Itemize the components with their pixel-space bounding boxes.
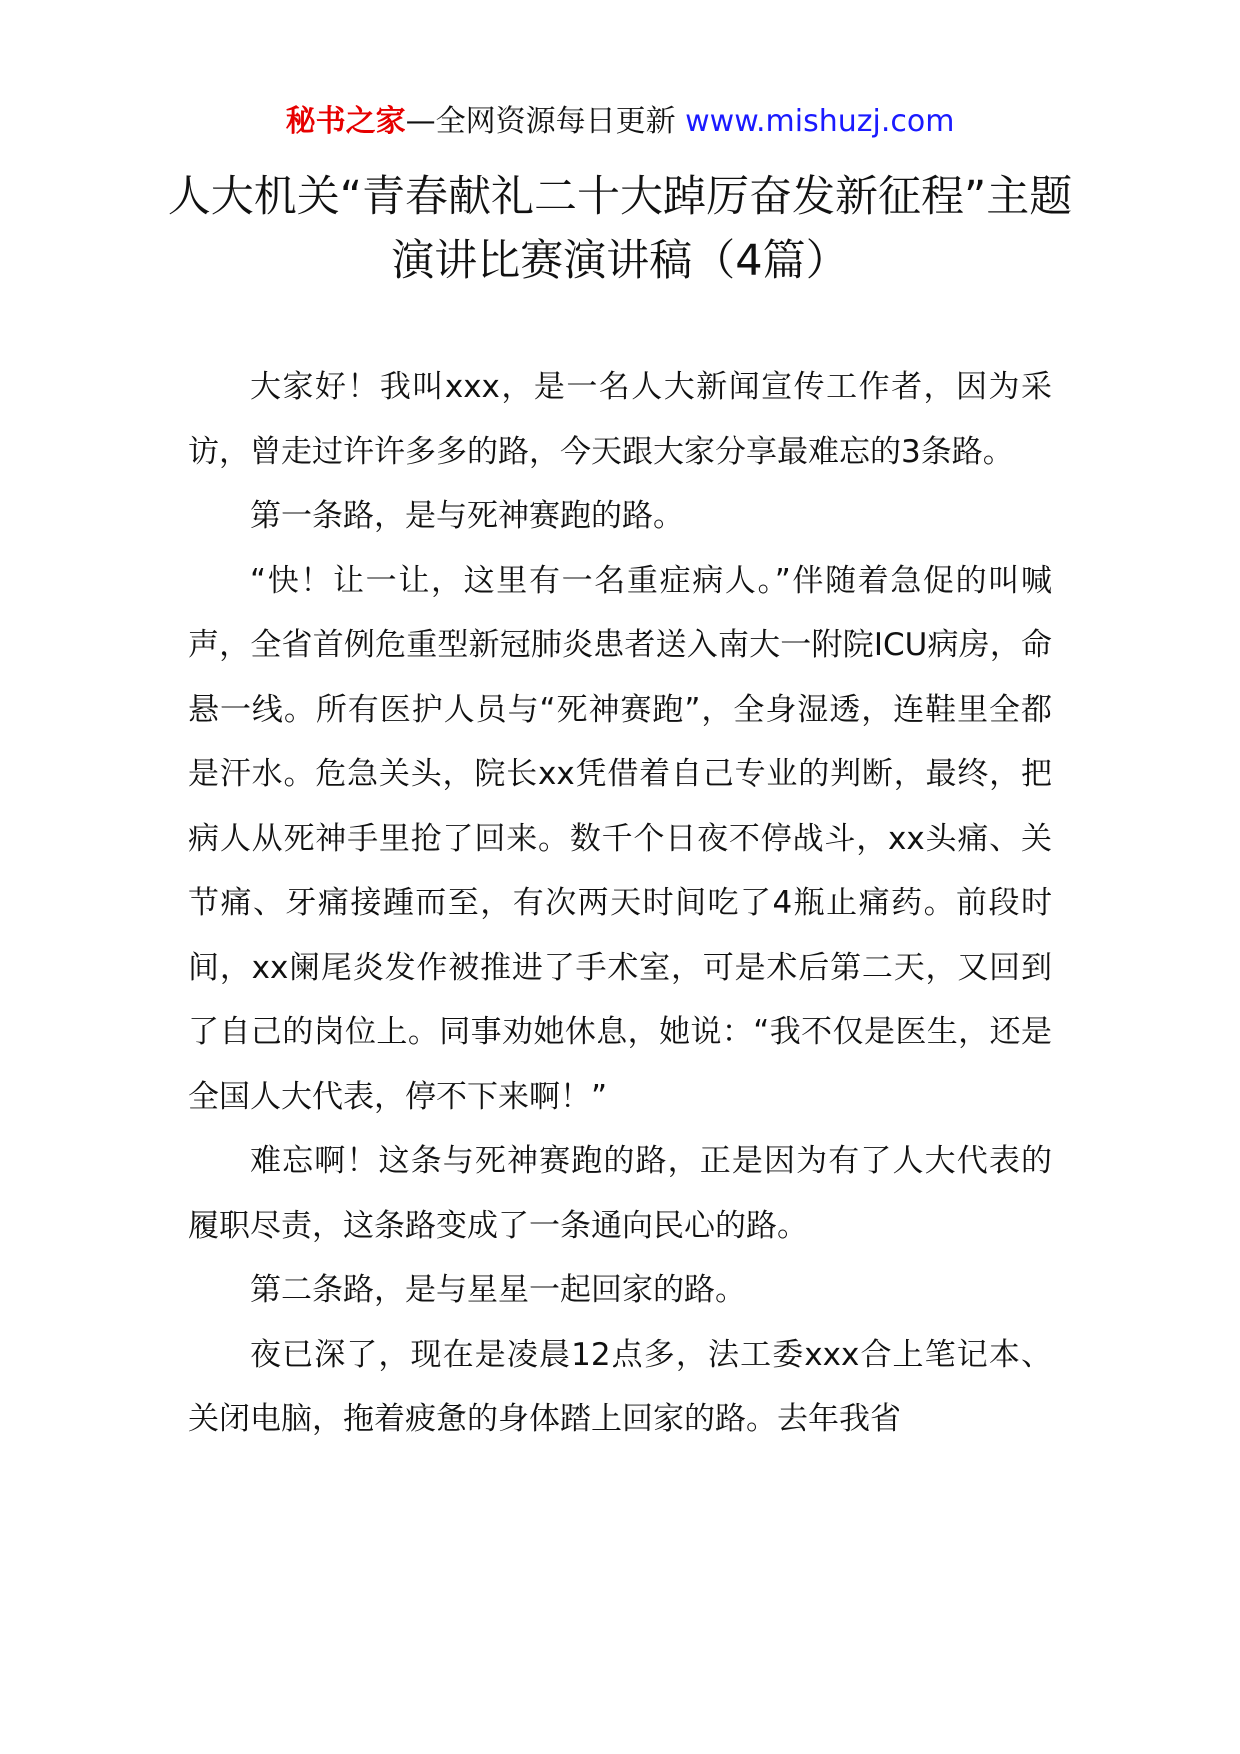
paragraph: 难忘啊！这条与死神赛跑的路，正是因为有了人大代表的履职尽责，这条路变成了一条通向民心的路。 [188, 1143, 1052, 1244]
paragraph: 大家好！我叫xxx，是一名人大新闻宣传工作者，因为采访，曾走过许许多多的路，今天跟大家分享最难忘的3条路。 [188, 369, 1052, 470]
site-header [0, 100, 1240, 144]
header-tagline: —全网资源每日更新 [405, 104, 676, 139]
paragraph: 夜已深了，现在是凌晨12点多，法工委xxx合上笔记本、关闭电脑，拖着疲惫的身体踏上回家的路。去年我省 [188, 1336, 1052, 1437]
document-body [188, 355, 1052, 1452]
paragraph: “快！让一让，这里有一名重症病人。”伴随着急促的叫喊声，全省首例危重型新冠肺炎患者送入南大一附院ICU病房，命悬一线。所有医护人员与“死神赛跑”，全身湿透，连鞋里全都是汗水。危急关头，院长xx凭借着自己专业的判断，最终，把病人从死神手里抢了回来。数千个日夜不停战斗，xx头痛、关节痛、牙痛接踵而至，有次两天时间吃了4瓶止痛药。前段时间，xx阑尾炎发作被推进了手术室，可是术后第二天，又回到了自己的岗位上。同事劝她休息，她说：“我不仅是医生，还是全国人大代表，停不下来啊！” [188, 562, 1052, 1115]
document-title: 人大机关“青春献礼二十大踔厉奋发新征程”主题演讲比赛演讲稿（4篇） [167, 172, 1073, 286]
brand-name: 秘书之家 [285, 104, 406, 139]
site-url-link[interactable]: www.mishuzj.com [685, 104, 955, 139]
paragraph: 第一条路，是与死神赛跑的路。 [250, 498, 684, 534]
paragraph: 第二条路，是与星星一起回家的路。 [250, 1272, 746, 1308]
